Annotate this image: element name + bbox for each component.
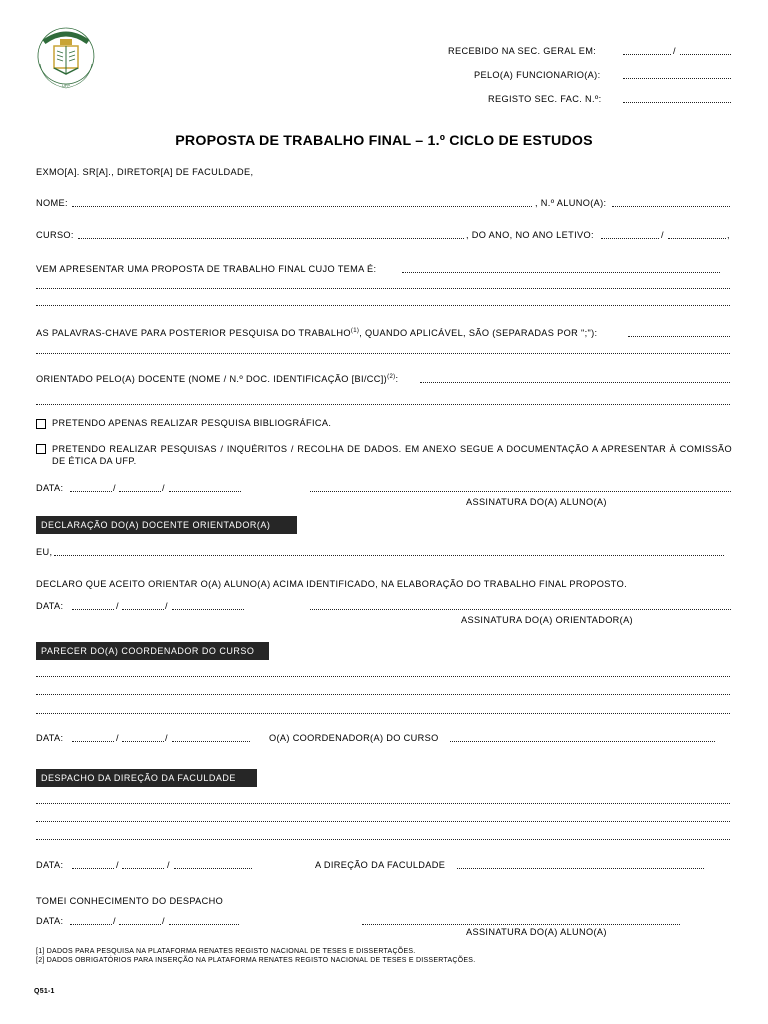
- data-day-field[interactable]: [70, 483, 112, 492]
- tema-field-line-2[interactable]: [36, 280, 730, 289]
- parecer-slash-2: /: [165, 733, 168, 743]
- ano-slash: /: [661, 230, 664, 240]
- direcao-signature-field[interactable]: [457, 860, 704, 869]
- despacho-slash-1: /: [116, 860, 119, 870]
- assinatura-aluno-label: ASSINATURA DO(A) ALUNO(A): [466, 497, 607, 507]
- funcionario-label: PELO(A) FUNCIONARIO(A):: [474, 70, 601, 80]
- registo-label: REGISTO SEC. FAC. N.º:: [488, 94, 602, 104]
- assinatura-orientador-field[interactable]: [310, 601, 731, 610]
- aluno-number-field[interactable]: [612, 198, 730, 207]
- footnote-1: [1] DADOS PARA PESQUISA NA PLATAFORMA RENATES REGISTO NACIONAL DE TESES E DISSERTAÇÕES.: [36, 948, 416, 955]
- university-logo: [34, 24, 98, 94]
- despacho-data-label: DATA:: [36, 860, 64, 870]
- orientador-field-line-2[interactable]: [36, 396, 730, 405]
- ano-letivo-end-field[interactable]: [668, 230, 726, 239]
- orientador-label: ORIENTADO PELO(A) DOCENTE (NOME / N.º DOC. IDENTIFICAÇÃO [BI/CC])$^{(2)}$:: [36, 374, 399, 385]
- parecer-field-line-1[interactable]: [36, 668, 730, 677]
- despacho-data-year-field[interactable]: [174, 860, 252, 869]
- parecer-field-line-3[interactable]: [36, 705, 730, 714]
- declaracao-data-year-field[interactable]: [172, 601, 244, 610]
- recolha-dados-label: PRETENDO REALIZAR PESQUISAS / INQUÉRITOS / RECOLHA DE DADOS. EM ANEXO SEGUE A DOCUMENTAÇÃO A APRESENTAR À COMISSÃO DE ÉTICA DA UFP.: [52, 444, 732, 466]
- pesquisa-bibliografica-label: PRETENDO APENAS REALIZAR PESQUISA BIBLIOGRÁFICA.: [52, 418, 332, 428]
- despacho-slash-2: /: [167, 860, 170, 870]
- despacho-field-line-1[interactable]: [36, 795, 730, 804]
- nome-field[interactable]: [72, 198, 532, 207]
- nome-label: NOME:: [36, 198, 68, 208]
- eu-field[interactable]: [54, 547, 724, 556]
- despacho-data-month-field[interactable]: [122, 860, 164, 869]
- tomei-data-year-field[interactable]: [169, 916, 239, 925]
- parecer-field-line-2[interactable]: [36, 686, 730, 695]
- palavras-chave-label: AS PALAVRAS-CHAVE PARA POSTERIOR PESQUISA DO TRABALHO$^{(1)}$, QUANDO APLICÁVEL, SÃO (SEPARADAS POR ";"):: [36, 328, 598, 339]
- registo-field[interactable]: [623, 94, 731, 103]
- parecer-data-month-field[interactable]: [122, 733, 164, 742]
- coordenador-label: O(A) COORDENADOR(A) DO CURSO: [269, 733, 439, 743]
- tema-label: VEM APRESENTAR UMA PROPOSTA DE TRABALHO FINAL CUJO TEMA É:: [36, 264, 377, 274]
- ano-letivo-start-field[interactable]: [601, 230, 659, 239]
- parecer-data-label: DATA:: [36, 733, 64, 743]
- data-month-field[interactable]: [119, 483, 161, 492]
- funcionario-field[interactable]: [623, 70, 731, 79]
- data-label: DATA:: [36, 483, 64, 493]
- recebido-month-field[interactable]: [680, 46, 731, 55]
- parecer-data-year-field[interactable]: [172, 733, 250, 742]
- parecer-data-day-field[interactable]: [72, 733, 114, 742]
- parecer-heading: PARECER DO(A) COORDENADOR DO CURSO: [36, 642, 269, 660]
- eu-label: EU,: [36, 547, 53, 557]
- declaracao-heading: DECLARAÇÃO DO(A) DOCENTE ORIENTADOR(A): [36, 516, 297, 534]
- tomei-conhecimento: TOMEI CONHECIMENTO DO DESPACHO: [36, 896, 224, 906]
- tema-field-line-3[interactable]: [36, 297, 730, 306]
- despacho-data-day-field[interactable]: [72, 860, 114, 869]
- tomei-slash-2: /: [162, 916, 165, 926]
- palavras-chave-field-line-1[interactable]: [628, 328, 730, 337]
- coordenador-signature-field[interactable]: [450, 733, 715, 742]
- declaracao-data-month-field[interactable]: [122, 601, 164, 610]
- greeting: EXMO[A]. SR[A]., DIRETOR[A] DE FACULDADE,: [36, 167, 254, 177]
- orientador-field-line-1[interactable]: [420, 374, 730, 383]
- declaracao-slash-2: /: [165, 601, 168, 611]
- pesquisa-bibliografica-checkbox[interactable]: [36, 419, 46, 429]
- palavras-chave-field-line-2[interactable]: [36, 345, 730, 354]
- assinatura-orientador-label: ASSINATURA DO(A) ORIENTADOR(A): [461, 615, 633, 625]
- ano-label: , DO ANO, NO ANO LETIVO:: [466, 230, 594, 240]
- direcao-label: A DIREÇÃO DA FACULDADE: [315, 860, 446, 870]
- footnote-2: [2] DADOS OBRIGATÓRIOS PARA INSERÇÃO NA PLATAFORMA RENATES REGISTO NACIONAL DE TESES E DISSERTAÇÕES.: [36, 957, 476, 964]
- tomei-assinatura-field[interactable]: [362, 916, 680, 925]
- recebido-slash: /: [673, 46, 676, 56]
- tomei-data-day-field[interactable]: [70, 916, 112, 925]
- assinatura-aluno-field[interactable]: [310, 483, 731, 492]
- tomei-data-label: DATA:: [36, 916, 64, 926]
- ano-end: ,: [727, 230, 730, 240]
- recebido-day-field[interactable]: [623, 46, 671, 55]
- tomei-slash-1: /: [113, 916, 116, 926]
- data-slash-1: /: [113, 483, 116, 493]
- tema-field-line-1[interactable]: [402, 264, 720, 273]
- svg-text:UFP: UFP: [62, 83, 70, 88]
- tomei-assinatura-label: ASSINATURA DO(A) ALUNO(A): [466, 927, 607, 937]
- data-slash-2: /: [162, 483, 165, 493]
- recebido-label: RECEBIDO NA SEC. GERAL EM:: [448, 46, 597, 56]
- declaracao-data-day-field[interactable]: [72, 601, 114, 610]
- declaracao-slash-1: /: [116, 601, 119, 611]
- page-title: PROPOSTA DE TRABALHO FINAL – 1.º CICLO DE ESTUDOS: [175, 133, 593, 149]
- aluno-number-label: , N.º ALUNO(A):: [535, 198, 607, 208]
- despacho-field-line-3[interactable]: [36, 831, 730, 840]
- form-code: Q51-1: [34, 988, 55, 995]
- declaracao-statement: DECLARO QUE ACEITO ORIENTAR O(A) ALUNO(A) ACIMA IDENTIFICADO, NA ELABORAÇÃO DO TRABALHO FINAL PROPOSTO.: [36, 579, 627, 589]
- tomei-data-month-field[interactable]: [119, 916, 161, 925]
- data-year-field[interactable]: [169, 483, 241, 492]
- despacho-field-line-2[interactable]: [36, 813, 730, 822]
- declaracao-data-label: DATA:: [36, 601, 64, 611]
- despacho-heading: DESPACHO DA DIREÇÃO DA FACULDADE: [36, 769, 257, 787]
- parecer-slash-1: /: [116, 733, 119, 743]
- curso-field[interactable]: [78, 230, 464, 239]
- curso-label: CURSO:: [36, 230, 74, 240]
- recolha-dados-checkbox[interactable]: [36, 444, 46, 454]
